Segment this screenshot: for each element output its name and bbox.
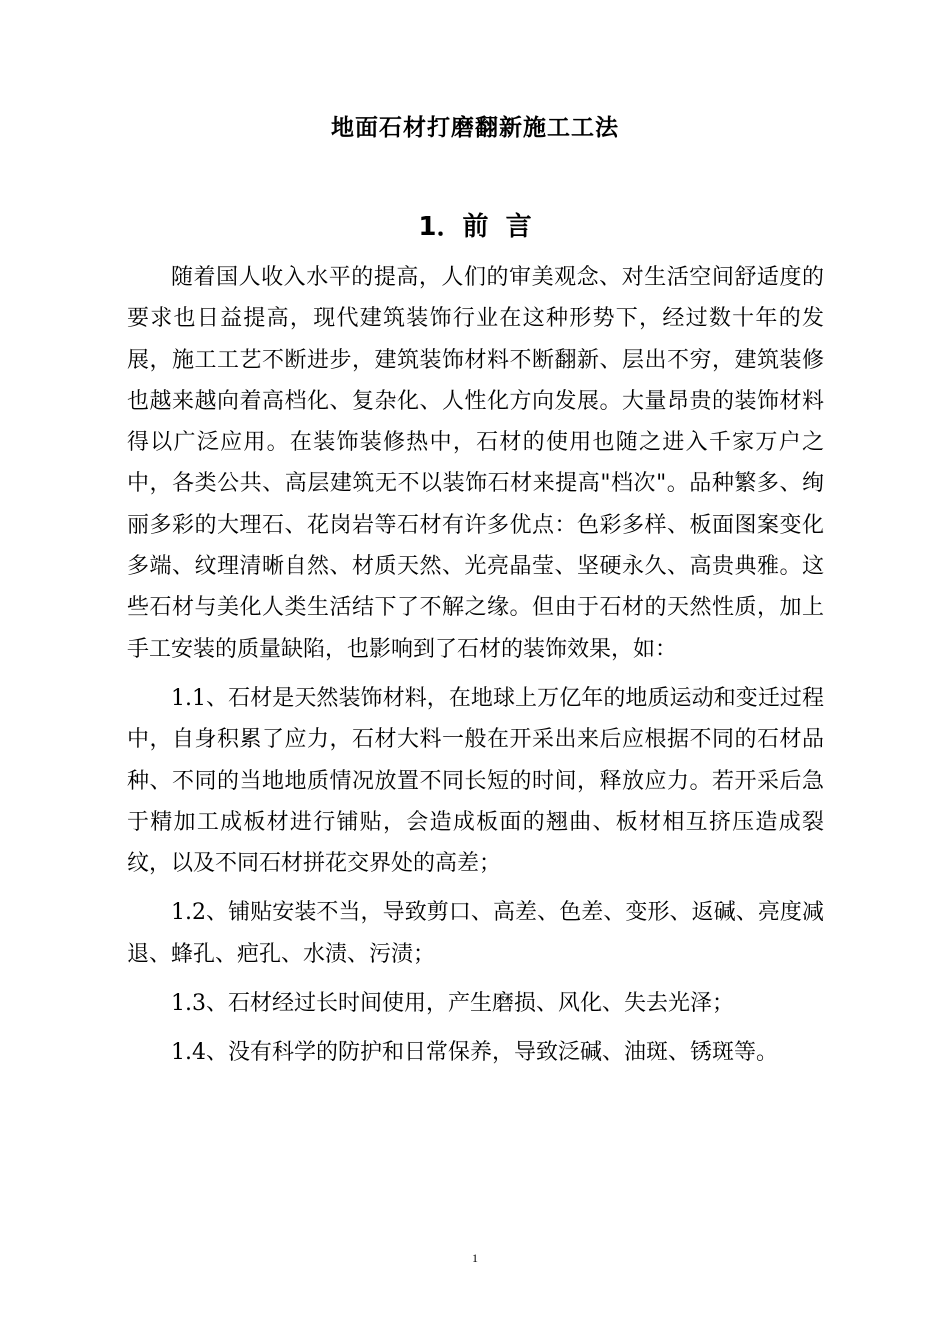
paragraph-item-1-3: 1.3、石材经过长时间使用，产生磨损、风化、失去光泽； <box>171 991 734 1017</box>
document-title: 地面石材打磨翻新施工工法 <box>331 114 619 141</box>
section-heading-preface: 1．前 言 <box>418 212 532 242</box>
paragraph-item-1-2: 1.2、铺贴安装不当，导致剪口、高差、色差、变形、返碱、亮度减退、蜂孔、疤孔、水渍、污渍； <box>127 900 824 967</box>
page-number: 1 <box>472 1251 478 1265</box>
paragraph-item-1-4: 1.4、没有科学的防护和日常保养，导致泛碱、油斑、锈斑等。 <box>171 1040 778 1066</box>
paragraph-item-1-1: 1.1、石材是天然装饰材料，在地球上万亿年的地质运动和变迁过程中，自身积累了应力，石材大料一般在开采出来后应根据不同的石材品种、不同的当地地质情况放置不同长短的时间，释放应力。若开采后急于精加工成板材进行铺贴，会造成板面的翘曲、板材相互挤压造成裂纹，以及不同石材拼花交界处的高差； <box>127 685 824 877</box>
document-body <box>127 257 824 1074</box>
paragraph-intro: 随着国人收入水平的提高，人们的审美观念、对生活空间舒适度的要求也日益提高，现代建筑装饰行业在这种形势下，经过数十年的发展，施工工艺不断进步，建筑装饰材料不断翻新、层出不穷，建筑装修也越来越向着高档化、复杂化、人性化方向发展。大量昂贵的装饰材料得以广泛应用。在装饰装修热中，石材的使用也随之进入千家万户之中，各类公共、高层建筑无不以装饰石材来提高"档次"。品种繁多、绚丽多彩的大理石、花岗岩等石材有许多优点：色彩多样、板面图案变化多端、纹理清晰自然、材质天然、光亮晶莹、坚硬永久、高贵典雅。这些石材与美化人类生活结下了不解之缘。但由于石材的天然性质，加上手工安装的质量缺陷，也影响到了石材的装饰效果，如： <box>127 265 824 662</box>
